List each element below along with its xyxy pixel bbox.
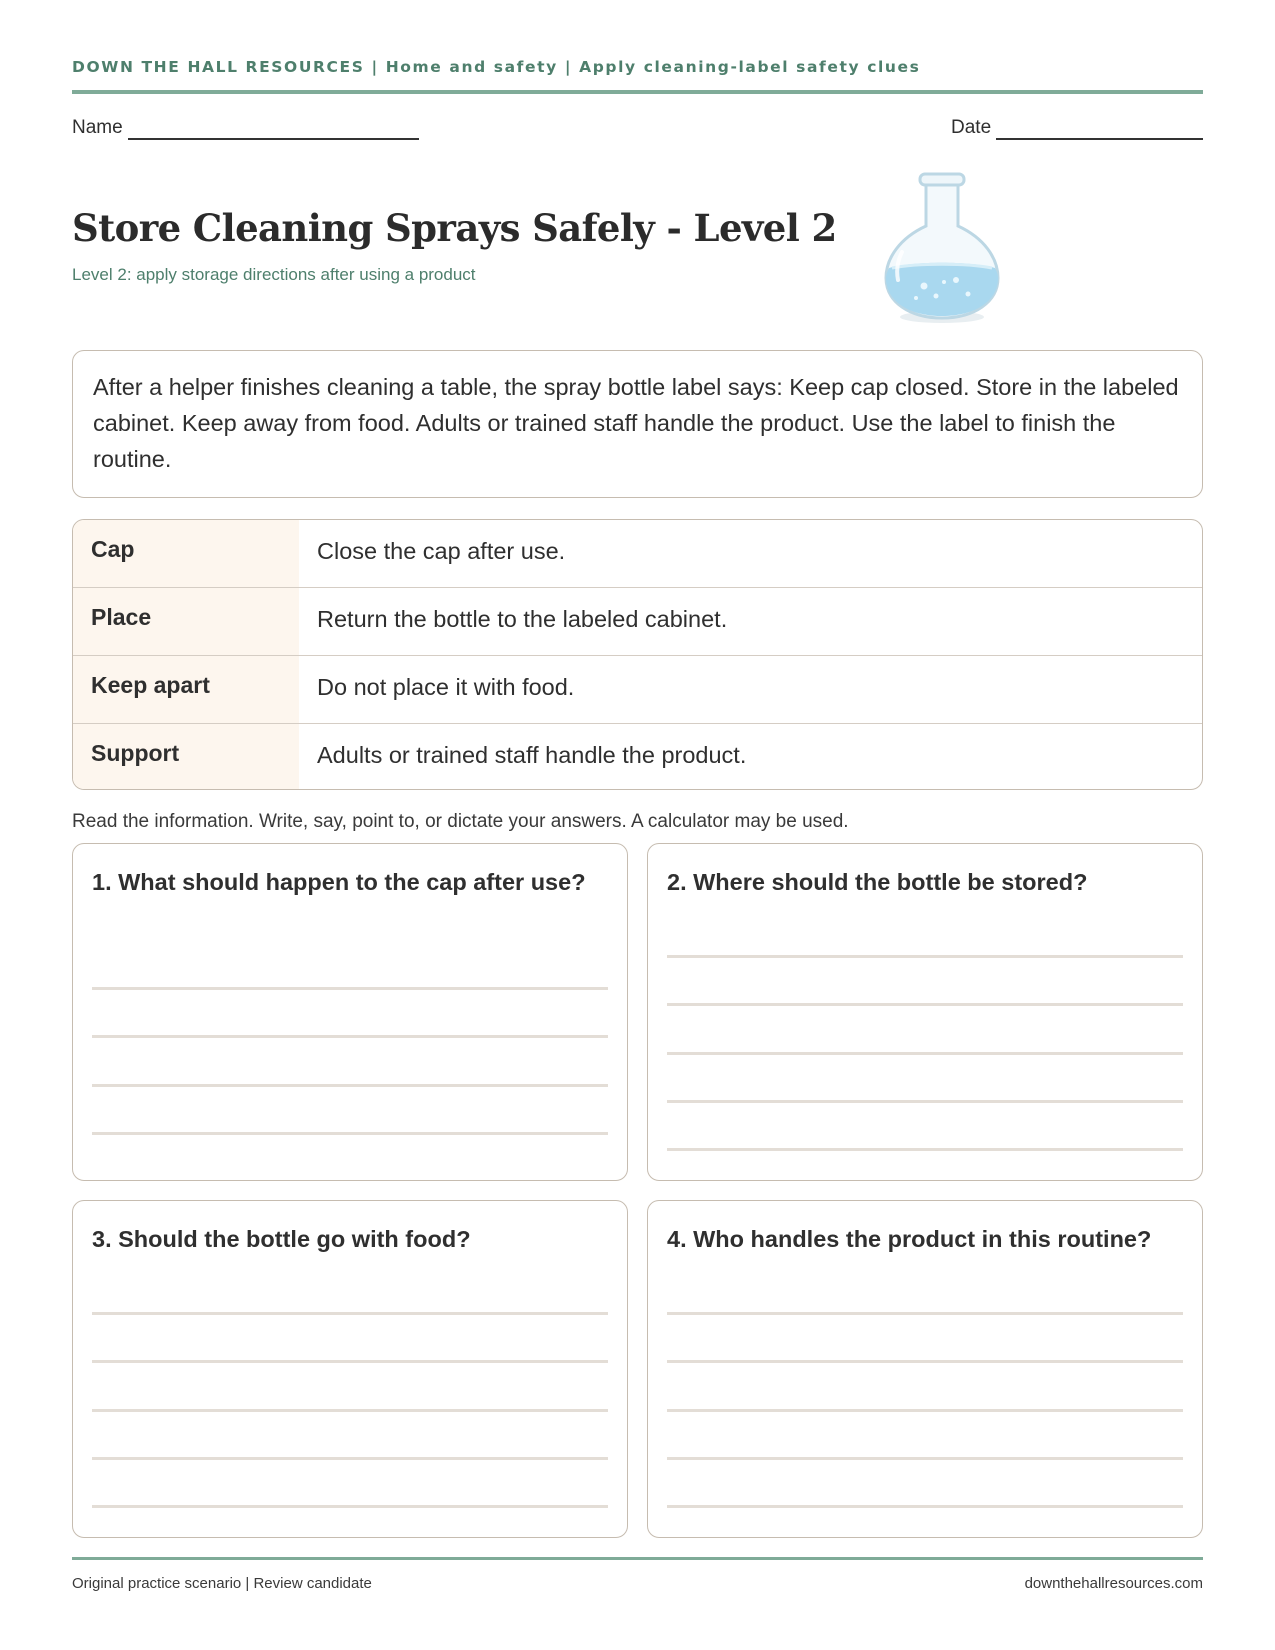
flask-icon xyxy=(872,168,1012,328)
question-text: 3. Should the bottle go with food? xyxy=(92,1226,471,1252)
table-row xyxy=(73,588,1202,656)
answer-line[interactable] xyxy=(667,1505,1183,1508)
table-row xyxy=(73,724,1202,790)
answer-line[interactable] xyxy=(92,1084,608,1087)
answer-line[interactable] xyxy=(667,1003,1183,1006)
info-table xyxy=(72,519,1203,790)
table-row-value: Do not place it with food. xyxy=(317,674,575,700)
answer-line[interactable] xyxy=(667,1100,1183,1103)
answer-line[interactable] xyxy=(92,1409,608,1412)
answer-line[interactable] xyxy=(667,1312,1183,1315)
table-row-key: Keep apart xyxy=(73,656,299,723)
answer-line[interactable] xyxy=(92,1457,608,1460)
answer-line[interactable] xyxy=(667,1360,1183,1363)
table-row-value: Adults or trained staff handle the product. xyxy=(317,742,747,768)
name-label: Name xyxy=(72,117,123,138)
answer-line[interactable] xyxy=(92,1505,608,1508)
page-title: Store Cleaning Sprays Safely - Level 2 xyxy=(72,206,837,250)
table-row-value: Close the cap after use. xyxy=(317,538,566,564)
question-text: 2. Where should the bottle be stored? xyxy=(667,869,1088,895)
question-box-4 xyxy=(647,1200,1203,1538)
worksheet-page xyxy=(72,0,1203,1650)
instructions-text: Read the information. Write, say, point to, or dictate your answers. A calculator may be used. xyxy=(72,811,849,832)
footer-website: downthehallresources.com xyxy=(1024,1575,1203,1592)
date-label: Date xyxy=(951,117,992,138)
question-text: 1. What should happen to the cap after use? xyxy=(92,869,586,895)
answer-line[interactable] xyxy=(92,1312,608,1315)
question-box-2 xyxy=(647,843,1203,1181)
table-row xyxy=(73,520,1202,588)
scenario-box: After a helper finishes cleaning a table, the spray bottle label says: Keep cap closed. Store in the labeled cabinet. Keep away from food. Adults or trained staff handle the product. Use the label to finish the routine. xyxy=(72,350,1203,498)
answer-line[interactable] xyxy=(667,1148,1183,1151)
footer-note: Original practice scenario | Review candidate xyxy=(72,1575,372,1592)
answer-line[interactable] xyxy=(667,1052,1183,1055)
answer-line[interactable] xyxy=(667,1457,1183,1460)
answer-line[interactable] xyxy=(92,987,608,990)
page-subtitle: Level 2: apply storage directions after using a product xyxy=(72,265,476,284)
answer-line[interactable] xyxy=(92,1360,608,1363)
table-row-key: Place xyxy=(73,588,299,655)
table-row-key: Support xyxy=(73,724,299,790)
answer-line[interactable] xyxy=(667,955,1183,958)
header-breadcrumb: DOWN THE HALL RESOURCES | Home and safety | Apply cleaning-label safety clues xyxy=(72,58,921,76)
name-field[interactable] xyxy=(128,138,419,140)
question-box-1 xyxy=(72,843,628,1181)
answer-line[interactable] xyxy=(92,1132,608,1135)
footer-divider xyxy=(72,1557,1203,1560)
answer-line[interactable] xyxy=(667,1409,1183,1412)
header-divider xyxy=(72,90,1203,94)
question-text: 4. Who handles the product in this routine? xyxy=(667,1226,1152,1252)
table-row xyxy=(73,656,1202,724)
answer-line[interactable] xyxy=(92,1035,608,1038)
question-box-3 xyxy=(72,1200,628,1538)
table-row-value: Return the bottle to the labeled cabinet. xyxy=(317,606,728,632)
table-row-key: Cap xyxy=(73,520,299,587)
date-field[interactable] xyxy=(996,138,1203,140)
